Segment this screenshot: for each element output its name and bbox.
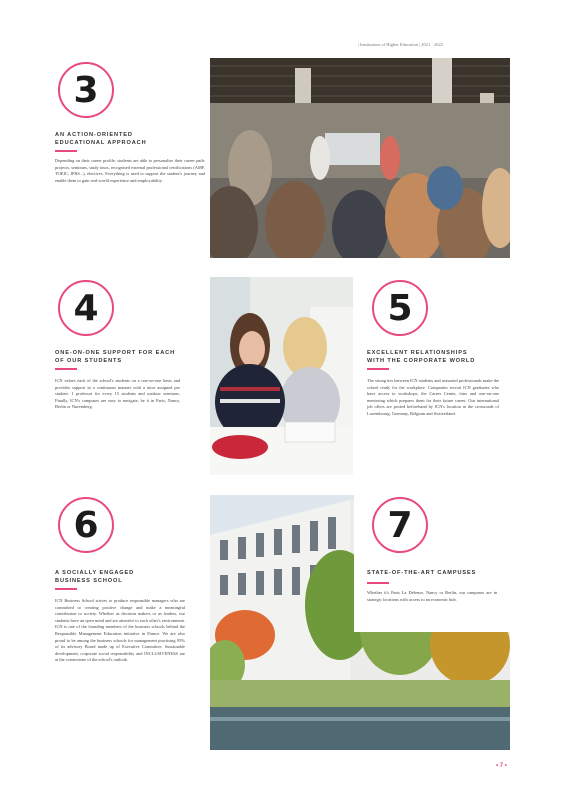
section-rule-6 <box>55 588 77 590</box>
section-title-6-line2: BUSINESS SCHOOL <box>55 577 123 584</box>
section-title-6-line1: A SOCIALLY ENGAGED <box>55 570 135 576</box>
page-number: • 7 • <box>496 763 507 769</box>
section-title-4 <box>55 350 180 365</box>
section-title-3-line1: AN ACTION-ORIENTED <box>55 132 133 138</box>
photo-students-crowd <box>210 58 510 258</box>
section-title-4-line2: OF OUR STUDENTS <box>55 357 122 364</box>
section-title-4-line1: ONE-ON-ONE SUPPORT FOR EACH <box>55 350 176 356</box>
section-rule-7 <box>367 582 389 584</box>
section-title-3 <box>55 132 205 147</box>
section-number-6: 6 <box>58 497 114 553</box>
section-number-7: 7 <box>372 497 428 553</box>
section-body-6: ICN Business School strives to produce responsible managers who are committed to creating positive change and make a meaningful contribution to society. Whether as decision makers or as leaders, our students have an open mind and are attentive to each other's environment. ICN is one of the founding members of the business schools behind the Responsible Management Education initiative in France. We are also proud to be among the business schools for management practising 95% of its advisory Board made up of Executive Committee. Sustainable development, corporate social responsibility and INCLUSIVENESS are at the cornerstone of the school's outlook. <box>55 598 185 663</box>
section-rule-5 <box>367 368 389 370</box>
section-body-3: Depending on their career profile, students are able to personalise their career path: projects, seminars, study tours, recognised external professional certifications (AMF, TOEIC, IFRS...), electives. Everything is used to support the student's journey and enable them to gain real-world experience and employability. <box>55 158 205 183</box>
section-title-3-line2: EDUCATIONAL APPROACH <box>55 139 147 146</box>
photo-students-studying <box>210 277 353 475</box>
section-number-4: 4 <box>58 280 114 336</box>
section-title-7-line1: STATE-OF-THE-ART CAMPUSES <box>367 570 477 576</box>
section-title-5-line2: WITH THE CORPORATE WORLD <box>367 357 476 364</box>
section-title-5-line1: EXCELLENT RELATIONSHIPS <box>367 350 468 356</box>
section-body-7: Whether it's Paris La Défense, Nancy or Berlin, our campuses are in strategic locations with access to an economic hub. <box>367 590 497 602</box>
running-header: | Institutions of Higher Education | 2021 · 2022 <box>358 42 444 47</box>
section-rule-3 <box>55 150 77 152</box>
section-title-7 <box>367 570 507 578</box>
section-body-4: ICN values each of the school's students on a one-on-one basis and provides support in a continuous manner with a tutor assigned per student: 1 professor for every 15 students and outdoor seminars. Finally, ICN's campuses are easy to navigate, be it in Paris, Nancy, Berlin or Nuremberg. <box>55 378 180 410</box>
section-rule-4 <box>55 368 77 370</box>
section-title-6 <box>55 570 195 585</box>
section-body-5: The strong ties between ICN students and seasoned professionals make the school ready for the workplace. Companies recruit ICN graduates who have access to workshops, the Career Center, fairs and one-on-one mentoring which prepares them for their future career. Our international job offers are posted beforehand by ICN's location at the crossroads of Luxembourg, Germany, Belgium and Switzerland. <box>367 378 499 416</box>
section-number-5: 5 <box>372 280 428 336</box>
section-number-3: 3 <box>58 62 114 118</box>
section-title-5 <box>367 350 507 365</box>
